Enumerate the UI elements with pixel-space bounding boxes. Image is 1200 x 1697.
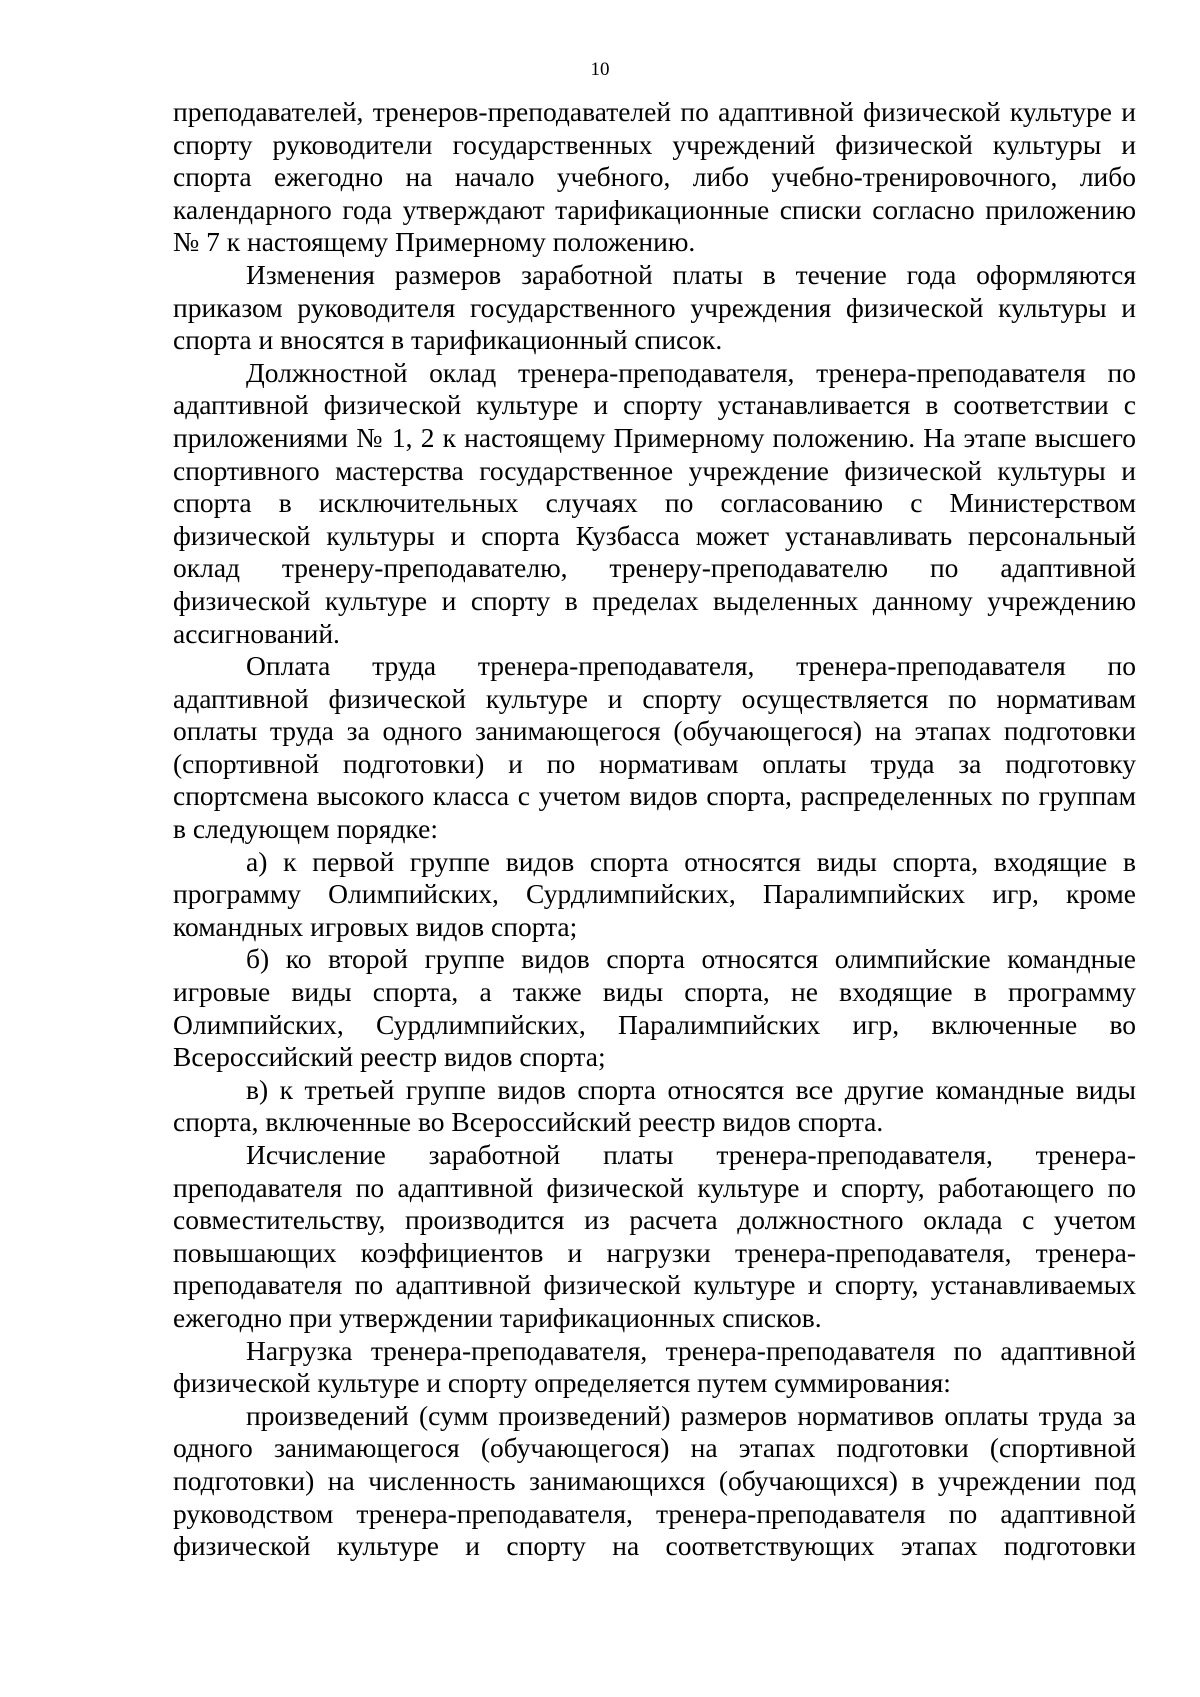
page-number: 10	[590, 59, 610, 80]
paragraph-workload: Нагрузка тренера-преподавателя, тренера-преподавателя по адаптивной физической культуре и спорту определяется путем суммирования:	[173, 1334, 1136, 1399]
paragraph-official-salary: Должностной оклад тренера-преподавателя, тренера-преподавателя по адаптивной физической культуре и спорту устанавливается в соответствии с приложениями № 1, 2 к настоящему Примерному положению. На этапе высшего спортивного мастерства государственное учреждение физической культуры и спорта в исключительных случаях по согласованию с Министерством физической культуры и спорта Кузбасса может устанавливать персональный оклад тренеру-преподавателю, тренеру-преподавателю по адаптивной физической культуре и спорту в пределах выделенных данному учреждению ассигнований.	[173, 356, 1136, 649]
list-item-group-c: в) к третьей группе видов спорта относятся все другие командные виды спорта, включенные во Всероссийский реестр видов спорта.	[173, 1073, 1136, 1138]
document-body	[173, 96, 1136, 1563]
paragraph-payment-norms: Оплата труда тренера-преподавателя, тренера-преподавателя по адаптивной физической культуре и спорту осуществляется по нормативам оплаты труда за одного занимающегося (обучающегося) на этапах подготовки (спортивной подготовки) и по нормативам оплаты труда за подготовку спортсмена высокого класса с учетом видов спорта, распределенных по группам в следующем порядке:	[173, 650, 1136, 845]
list-item-group-b: б) ко второй группе видов спорта относятся олимпийские командные игровые виды спорта, а также виды спорта, не входящие в программу Олимпийских, Сурдлимпийских, Паралимпийских игр, включенные во Всероссийский реестр видов спорта;	[173, 943, 1136, 1073]
paragraph-products: произведений (сумм произведений) размеров нормативов оплаты труда за одного занимающегося (обучающегося) на этапах подготовки (спортивной подготовки) на численность занимающихся (обучающихся) в учреждении под руководством тренера-преподавателя, тренера-преподавателя по адаптивной физической культуре и спорту на соответствующих этапах подготовки	[173, 1399, 1136, 1562]
paragraph-part-time-calculation: Исчисление заработной платы тренера-преподавателя, тренера-преподавателя по адаптивной физической культуре и спорту, работающего по совместительству, производится из расчета должностного оклада с учетом повышающих коэффициентов и нагрузки тренера-преподавателя, тренера-преподавателя по адаптивной физической культуре и спорту, устанавливаемых ежегодно при утверждении тарификационных списков.	[173, 1139, 1136, 1333]
paragraph-continuation: преподавателей, тренеров-преподавателей по адаптивной физической культуре и спорту руководители государственных учреждений физической культуры и спорта ежегодно на начало учебного, либо учебно-тренировочного, либо календарного года утверждают тарификационные списки согласно приложению № 7 к настоящему Примерному положению.	[173, 96, 1136, 258]
list-item-group-a: а) к первой группе видов спорта относятся виды спорта, входящие в программу Олимпийских, Сурдлимпийских, Паралимпийских игр, кроме командных игровых видов спорта;	[173, 845, 1136, 942]
paragraph-salary-changes: Изменения размеров заработной платы в течение года оформляются приказом руководителя государственного учреждения физической культуры и спорта и вносятся в тарификационный список.	[173, 258, 1136, 356]
